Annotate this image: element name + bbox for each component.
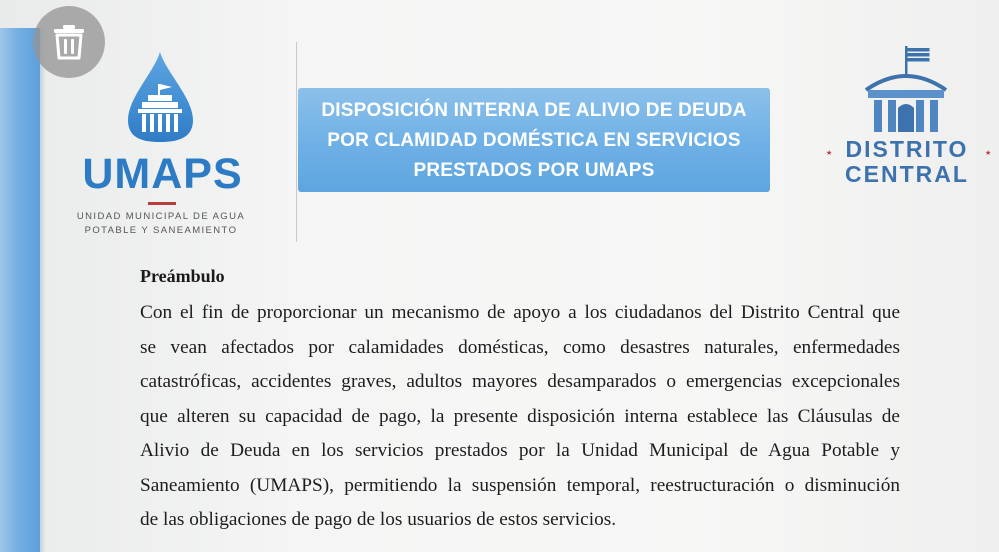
header-divider [296, 42, 297, 242]
left-blue-stripe [0, 28, 40, 552]
banner-line-1: DISPOSICIÓN INTERNA DE ALIVIO DE DEUDA [321, 100, 747, 121]
paragraph-line: catastróficas, accidentes graves, adultos mayores desamparados o emergencias excepcionales [140, 371, 900, 392]
distrito-central-name [822, 137, 992, 187]
title-banner [298, 88, 770, 192]
star-right-icon: ★ [985, 149, 992, 157]
preamble-paragraph [140, 296, 900, 538]
left-stripe-shadow [40, 28, 46, 552]
banner-line-3: PRESTADOS POR UMAPS [413, 160, 655, 181]
section-heading: Preámbulo [140, 266, 225, 286]
umaps-underline [148, 202, 176, 205]
paragraph-line: Saneamiento (UMAPS), permitiendo la suspensión temporal, reestructuración o disminución [140, 474, 900, 496]
paragraph-line: que alteren su capacidad de pago, la presente disposición interna establece las Cláusulas de [140, 405, 900, 427]
dc-line-2: CENTRAL [845, 161, 969, 187]
banner-line-2: POR CLAMIDAD DOMÉSTICA EN SERVICIOS [327, 130, 741, 151]
paragraph-line: Alivio de Deuda en los servicios prestados por la Unidad Municipal de Agua Potable y [140, 440, 900, 461]
umaps-subtitle-line2: POTABLE Y SANEAMIENTO [84, 225, 238, 236]
dc-line-1: DISTRITO [845, 136, 969, 162]
delete-button[interactable] [33, 6, 105, 78]
star-left-icon: ★ [826, 149, 833, 157]
paragraph-line: de las obligaciones de pago de los usuarios de estos servicios. [140, 509, 617, 530]
umaps-subtitle-line1: UNIDAD MUNICIPAL DE AGUA [76, 211, 246, 222]
paragraph-line: se vean afectados por calamidades domésticas, como desastres naturales, enfermedades [140, 336, 900, 358]
trash-icon [52, 24, 86, 60]
umaps-name: UMAPS [82, 150, 243, 198]
paragraph-line: Con el fin de proporcionar un mecanismo de apoyo a los ciudadanos del Distrito Central que [140, 302, 900, 323]
umaps-subtitle [65, 210, 257, 238]
banner-title [298, 96, 770, 186]
